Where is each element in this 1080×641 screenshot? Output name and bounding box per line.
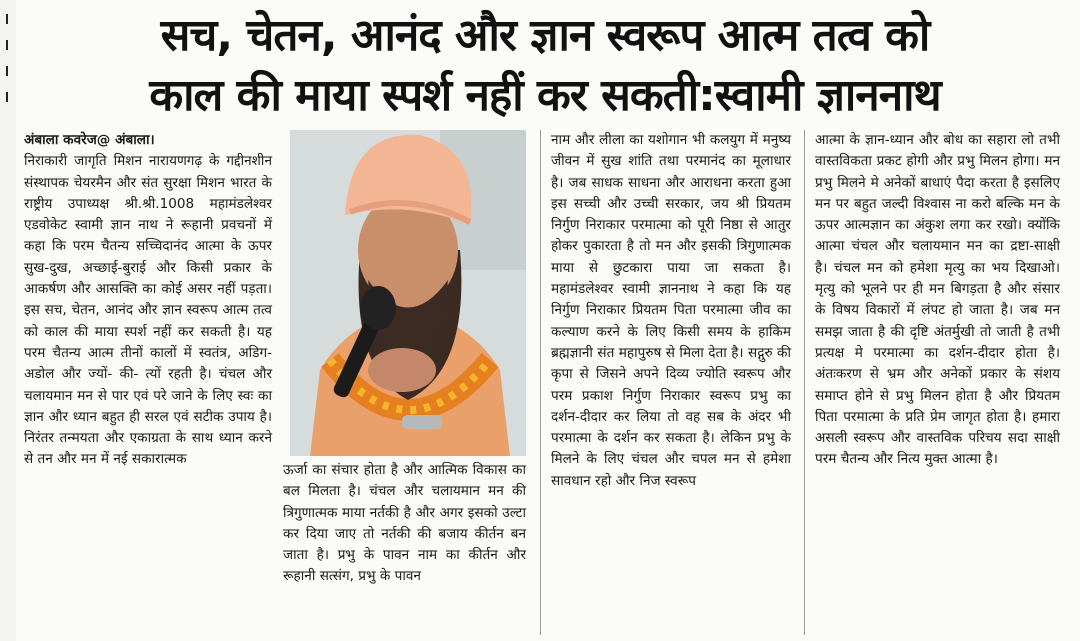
column-3-text: नाम और लीला का यशोगान भी कलयुग में मनुष्य जीवन में सुख शांति तथा परमानंद का मूलाधार है। जब साधक साधना और आराधना करता हुआ इस सच्ची और उच्ची सरकार, जय श्री प्रियतम निर्गुण निराकार परमात्मा को पूरी निष्ठा से आतुर होकर पुकारता है तो मन और इसकी त्रिगुणात्मक माया से छुटकारा पाया जा सकता है। महामंडलेश्वर स्वामी ज्ञाननाथ ने कहा कि यह निर्गुण निराकार प्रियतम पिता परमात्मा जीव का कल्याण करने के लिए किसी समय के हाकिम ब्रह्मज्ञानी संत महापुरुष से मिला देता है। सद्गुरु की कृपा से जिसने अपने दिव्य ज्योति स्वरूप और परम प्रकाश निर्गुण निराकार स्वरूप प्रभु का दर्शन-दीदार कर लिया तो वह सब के अंदर भी परमात्मा के दर्शन कर सकता है। लेकिन प्रभु के मिलने के लिए चंचल और चपल मन से हमेशा सावधान रहो और निज स्वरूप <box>551 132 791 489</box>
article-column-3 <box>551 130 791 492</box>
column-4-text: आत्मा के ज्ञान-ध्यान और बोध का सहारा लो तभी वास्तविकता प्रकट होगी और प्रभु मिलन होगा। मन प्रभु मिलने मे अनेकों बाधाएं पैदा करता है इसलिए मन पर बहुत जल्दी विश्वास ना करो बल्कि मन के ऊपर आत्मज्ञान का अंकुश लगा कर रखो। क्योंकि आत्मा चंचल और चलायमान मन का द्रष्टा-साक्षी है। चंचल मन को हमेशा मृत्यु का भय दिखाओ। मृत्यु को भूलने पर ही मन बिगड़ता है और संसार के विषय विकारों में लंपट हो जाता है। जब मन समझ जाता है की दृष्टि अंतर्मुखी तो जाती है तभी प्रत्यक्ष मे परमात्मा का दर्शन-दीदार होता है। अंतःकरण से भ्रम और अनेकों प्रकार के संशय समाप्त होने से प्रभु मिलन होता है और प्रियतम पिता परमात्मा के प्रति प्रेम जागृत होता है। हमारा असली स्वरूप और वास्तविक परिचय सदा साक्षी परम चैतन्य और नित्य मुक्त आत्मा है। <box>815 132 1060 468</box>
page-edge <box>0 0 16 641</box>
column-1-text: निराकारी जागृति मिशन नारायणगढ़ के गद्दीनशीन संस्थापक चेयरमैन और संत सुरक्षा मिशन भारत के राष्ट्रीय उपाध्यक्ष श्री.श्री.1008 महामंडलेश्वर एडवोकेट स्वामी ज्ञान नाथ ने रूहानी प्रवचनों में कहा कि परम चैतन्य सच्चिदानंद आत्मा के ऊपर सुख-दुख, अच्छाई-बुराई और किसी प्रकार के आकर्षण और आसक्ति का कोई असर नहीं पड़ता। इस सच, चेतन, आनंद और ज्ञान स्वरूप आत्म तत्व को काल की माया स्पर्श नहीं कर सकती है। यह परम चैतन्य आत्म तीनों कालों में स्वतंत्र, अडिग-अडोल और ज्यों- की- त्यों रहती है। चंचल और चलायमान मन से पार एवं परे जाने के लिए स्वः का ज्ञान और ध्यान बहुत ही सरल एवं सटीक उपाय है। निरंतर तन्मयता और एकाग्रता के साथ ध्यान करने से तन और मन में नई सकारात्मक <box>24 153 272 468</box>
article-column-4 <box>815 130 1060 471</box>
headline-line-2: काल की माया स्पर्श नहीं कर सकती:स्वामी ज्ञाननाथ <box>149 70 941 121</box>
column-divider <box>540 130 541 635</box>
column-divider <box>804 130 805 635</box>
article-column-1 <box>24 130 272 471</box>
swami-portrait-image <box>290 130 526 456</box>
dateline: अंबाला कवरेज@ अंबाला। <box>24 132 155 148</box>
swami-photo <box>290 130 526 456</box>
column-2-text: ऊर्जा का संचार होता है और आत्मिक विकास का बल मिलता है। चंचल और चलायमान मन की त्रिगुणात्मक माया नर्तकी है और अगर इसको उल्टा कर दिया जाए तो नर्तकी की बजाय कीर्तन बन जाता है। प्रभु के पावन नाम का कीर्तन और रूहानी सत्संग, प्रभु के पावन <box>283 462 526 585</box>
article-column-2 <box>283 460 526 588</box>
headline-line-1: सच, चेतन, आनंद और ज्ञान स्वरूप आत्म तत्व को <box>160 10 930 61</box>
